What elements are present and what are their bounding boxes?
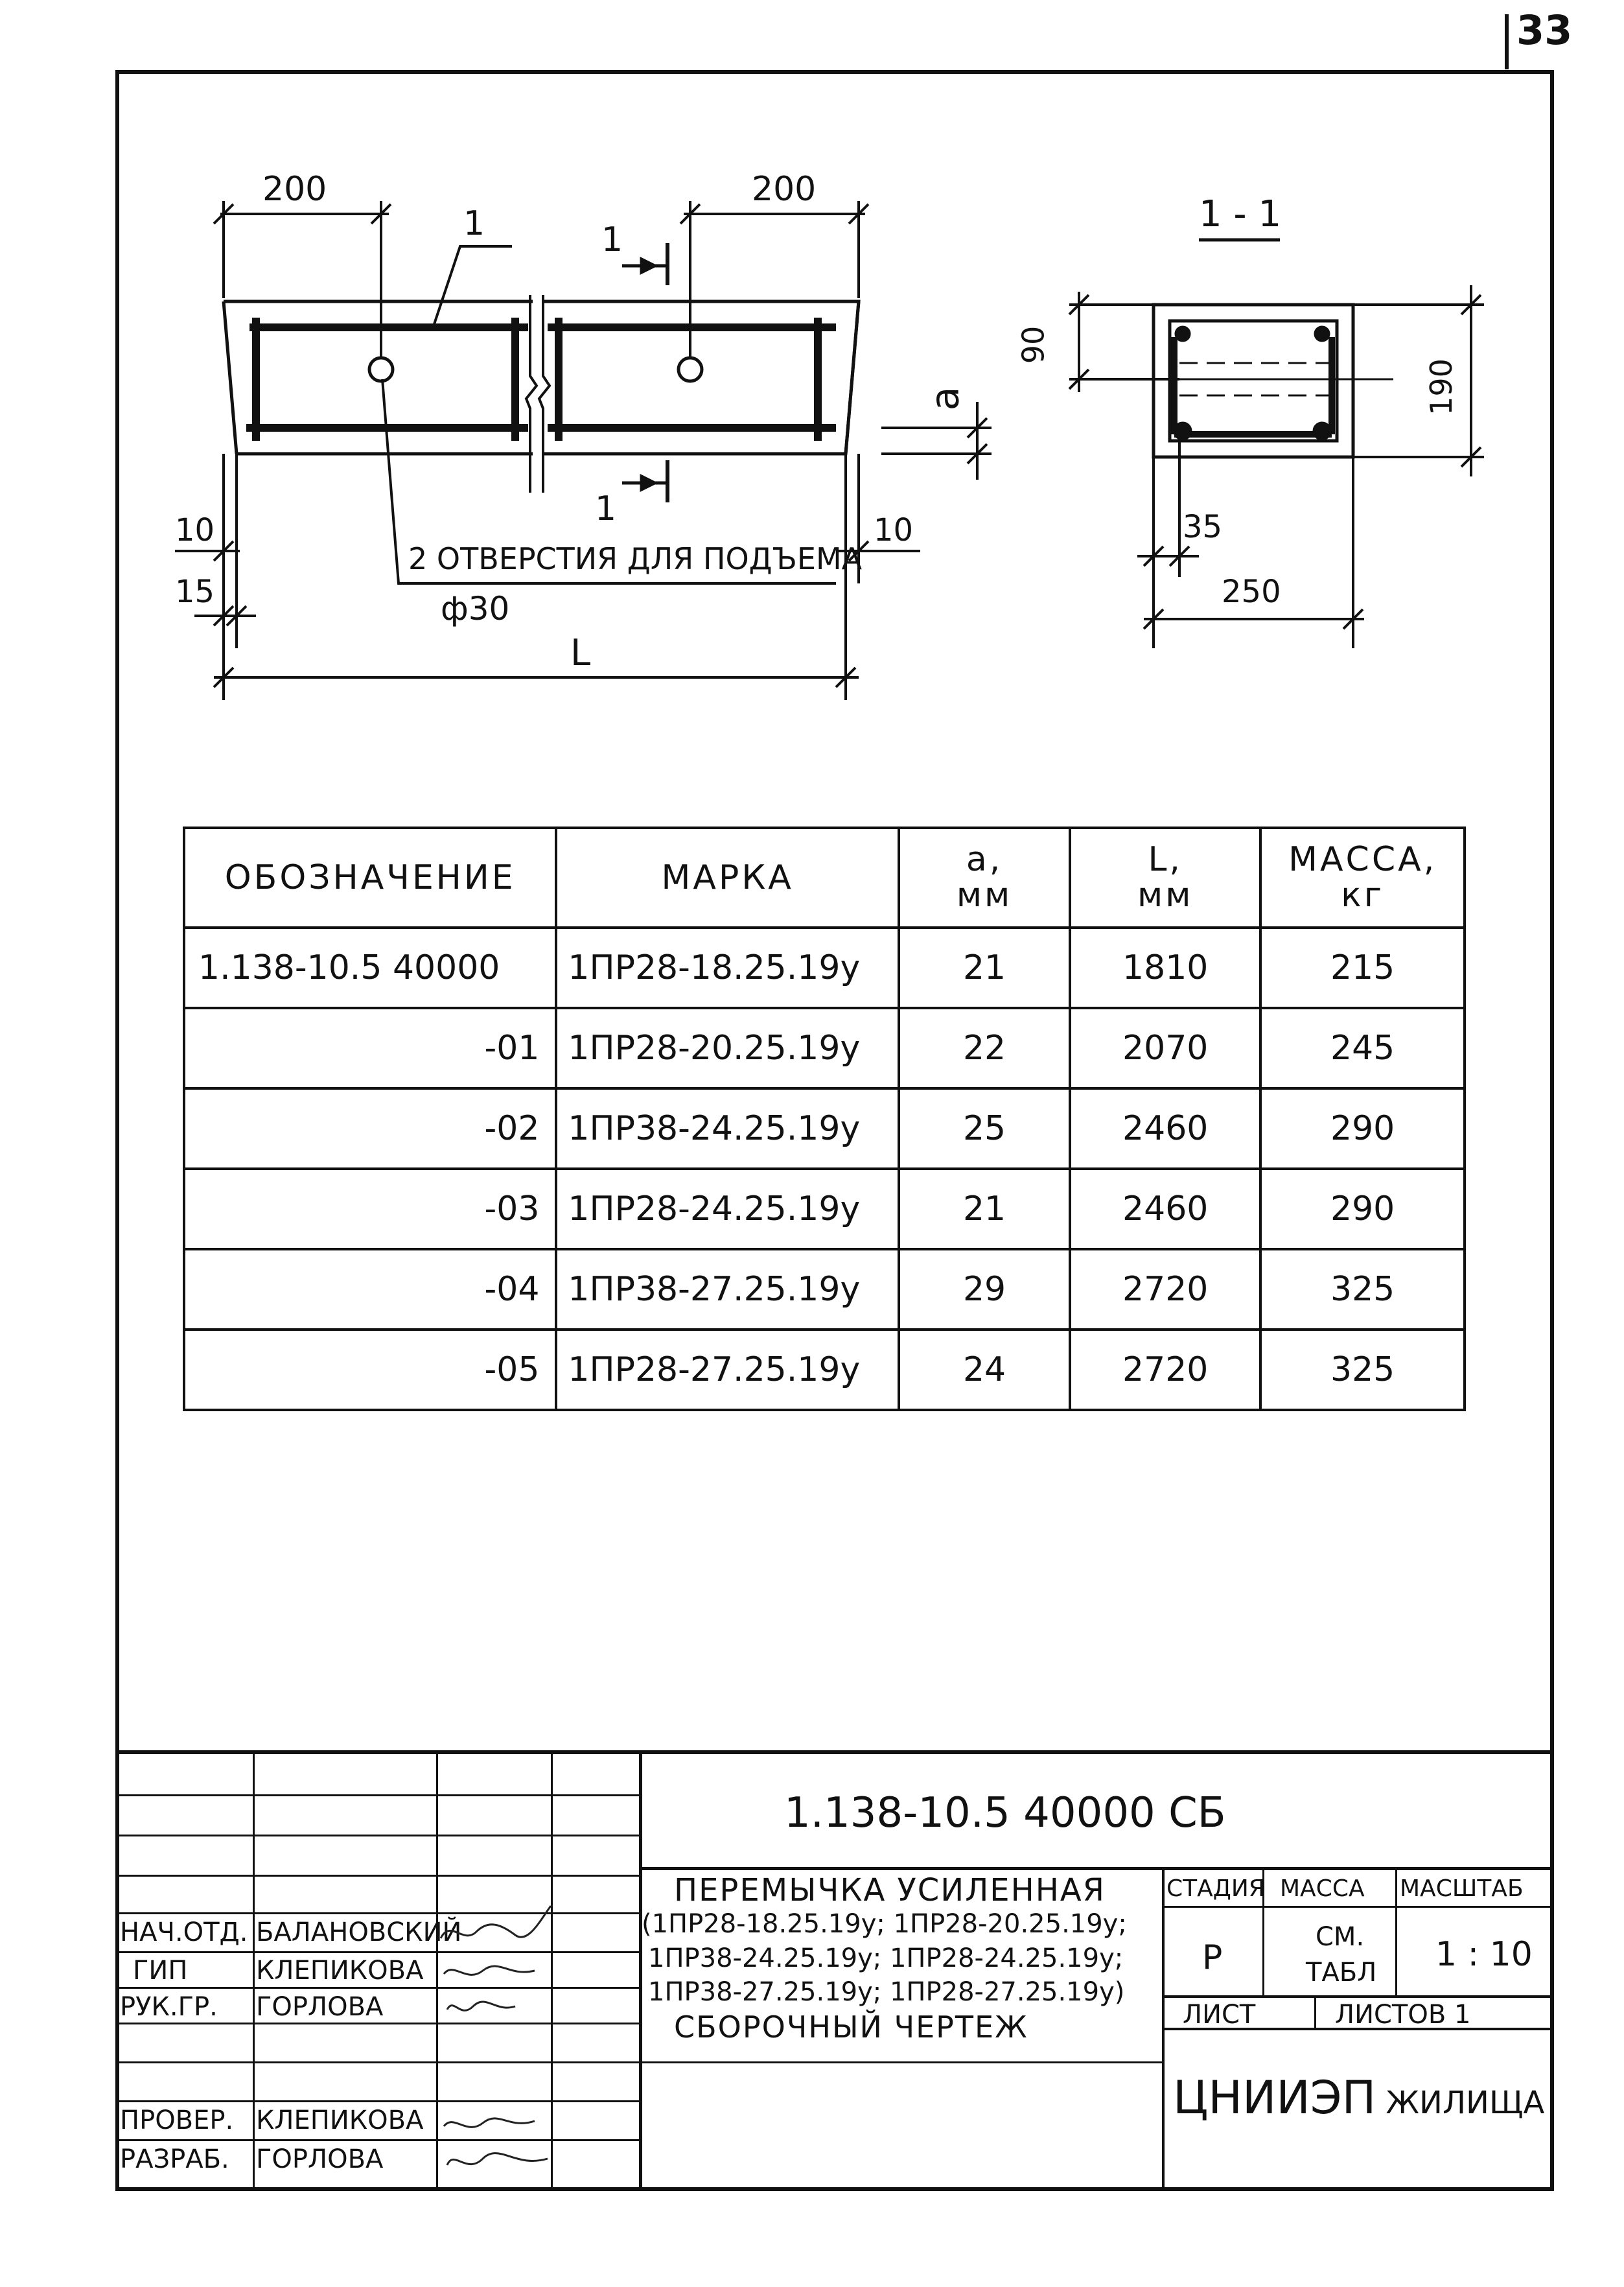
- name-developed: ГОРЛОВА: [256, 2144, 384, 2174]
- cell-L: 2720: [1070, 1249, 1260, 1330]
- title-line-3: 1ПР38-24.25.19у; 1ПР28-24.25.19у;: [648, 1943, 1124, 1973]
- dim-35: 35: [1183, 509, 1223, 545]
- sheet-label: ЛИСТ: [1183, 2000, 1256, 2030]
- header-a: a, мм: [899, 828, 1070, 928]
- cell-L: 2460: [1070, 1169, 1260, 1249]
- header-mass: МАССА, кг: [1260, 828, 1465, 928]
- cell-a: 21: [899, 928, 1070, 1008]
- dim-200-right: 200: [752, 170, 817, 209]
- section-cut-label-top: 1: [601, 220, 623, 259]
- dim-15: 15: [175, 574, 215, 610]
- cell-designation: -01: [184, 1008, 556, 1088]
- role-checked: ПРОВЕР.: [120, 2105, 234, 2135]
- organization-subname: ЖИЛИЩА: [1386, 2085, 1545, 2121]
- stage-value: Р: [1202, 1938, 1223, 1977]
- cell-mass: 325: [1260, 1330, 1465, 1410]
- mass-label: МАССА: [1280, 1875, 1365, 1902]
- scale-label: МАСШТАБ: [1400, 1875, 1524, 1902]
- role-group-leader: РУК.ГР.: [120, 1992, 218, 2022]
- cell-mass: 325: [1260, 1249, 1465, 1330]
- cell-mark: 1ПР38-24.25.19у: [556, 1088, 899, 1169]
- role-developed: РАЗРАБ.: [120, 2144, 229, 2174]
- cell-mass: 215: [1260, 928, 1465, 1008]
- dim-250: 250: [1222, 574, 1281, 610]
- cell-L: 1810: [1070, 928, 1260, 1008]
- header-L: L, мм: [1070, 828, 1260, 928]
- dim-90: 90: [1015, 325, 1051, 364]
- cell-mass: 290: [1260, 1169, 1465, 1249]
- cell-a: 21: [899, 1169, 1070, 1249]
- dim-10-right: 10: [874, 512, 914, 548]
- cell-mark: 1ПР28-18.25.19у: [556, 928, 899, 1008]
- cell-mark: 1ПР28-20.25.19у: [556, 1008, 899, 1088]
- header-designation: ОБОЗНАЧЕНИЕ: [184, 828, 556, 928]
- cell-mark: 1ПР28-24.25.19у: [556, 1169, 899, 1249]
- title-line-1: ПЕРЕМЫЧКА УСИЛЕННАЯ: [674, 1872, 1106, 1908]
- organization: [1173, 2071, 1544, 2124]
- dim-200-left: 200: [262, 170, 327, 209]
- dim-10-left: 10: [175, 512, 215, 548]
- title-line-4: 1ПР38-27.25.19у; 1ПР28-27.25.19у): [648, 1977, 1125, 2007]
- dim-190: 190: [1423, 358, 1459, 416]
- table-row: [184, 928, 1465, 1008]
- table-row: [184, 1088, 1465, 1169]
- cell-designation: -04: [184, 1249, 556, 1330]
- cell-designation: -02: [184, 1088, 556, 1169]
- cell-L: 2070: [1070, 1008, 1260, 1088]
- cell-mass: 245: [1260, 1008, 1465, 1088]
- table-row: [184, 1249, 1465, 1330]
- lifting-hole-right: [679, 358, 702, 381]
- signatures: [437, 1880, 554, 2178]
- mass-value-2: ТАБЛ: [1306, 1958, 1377, 1988]
- scale-value: 1 : 10: [1435, 1935, 1533, 1974]
- reinforcement-bars: [246, 318, 836, 441]
- section-bars: [1174, 337, 1332, 434]
- header-mark: МАРКА: [556, 828, 899, 928]
- page-number: 33: [1516, 6, 1573, 54]
- cell-a: 25: [899, 1088, 1070, 1169]
- cell-mass: 290: [1260, 1088, 1465, 1169]
- section-cut-label-bottom: 1: [595, 489, 617, 528]
- cell-designation: -05: [184, 1330, 556, 1410]
- sheets-label: ЛИСТОВ 1: [1335, 2000, 1471, 2030]
- name-head-of-dept: БАЛАНОВСКИЙ: [256, 1918, 462, 1947]
- specification-table: [183, 827, 1466, 1411]
- table-row: [184, 1169, 1465, 1249]
- cell-L: 2720: [1070, 1330, 1260, 1410]
- holes-note: 2 ОТВЕРСТИЯ ДЛЯ ПОДЪЕМА: [408, 541, 863, 576]
- role-head-of-dept: НАЧ.ОТД.: [120, 1918, 248, 1947]
- cell-mark: 1ПР38-27.25.19у: [556, 1249, 899, 1330]
- cell-a: 24: [899, 1330, 1070, 1410]
- stage-label: СТАДИЯ: [1166, 1875, 1265, 1902]
- role-chief-engineer: ГИП: [133, 1956, 188, 1986]
- mass-value-1: СМ.: [1316, 1922, 1365, 1952]
- dim-a: a: [922, 386, 968, 411]
- table-row: [184, 1330, 1465, 1410]
- cell-a: 29: [899, 1249, 1070, 1330]
- table-header-row: [184, 828, 1465, 928]
- title-line-2: (1ПР28-18.25.19у; 1ПР28-20.25.19у;: [642, 1909, 1127, 1939]
- name-chief-engineer: КЛЕПИКОВА: [256, 1956, 424, 1986]
- title-line-5: СБОРОЧНЫЙ ЧЕРТЕЖ: [674, 2010, 1028, 2045]
- lintel-drawing: [0, 0, 1624, 745]
- cell-designation: -03: [184, 1169, 556, 1249]
- cell-designation: 1.138-10.5 40000: [184, 928, 556, 1008]
- cell-a: 22: [899, 1008, 1070, 1088]
- lifting-hole-left: [369, 358, 393, 381]
- section-title: 1 - 1: [1199, 193, 1282, 235]
- dim-L: L: [570, 632, 591, 674]
- cell-L: 2460: [1070, 1088, 1260, 1169]
- cell-mark: 1ПР28-27.25.19у: [556, 1330, 899, 1410]
- name-checked: КЛЕПИКОВА: [256, 2105, 424, 2135]
- document-code: 1.138-10.5 40000 СБ: [784, 1789, 1226, 1837]
- organization-name: ЦНИИЭП: [1173, 2071, 1376, 2124]
- position-label-1: 1: [463, 204, 485, 243]
- name-group-leader: ГОРЛОВА: [256, 1992, 384, 2022]
- table-row: [184, 1008, 1465, 1088]
- hole-diameter: ф30: [441, 590, 510, 627]
